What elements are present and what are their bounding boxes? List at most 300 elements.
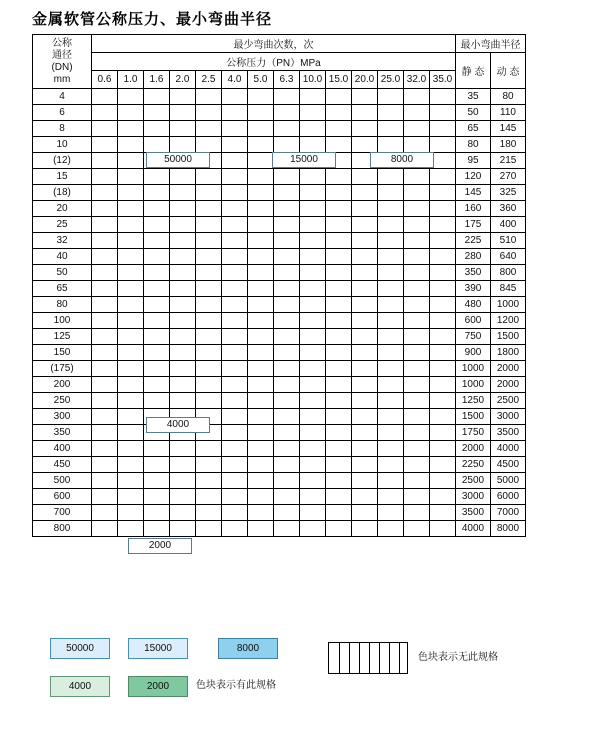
cell-spec [274,473,300,489]
cell-spec [430,377,456,393]
cell-spec [300,201,326,217]
cell-spec [378,361,404,377]
cell-dynamic-radius: 640 [491,249,526,265]
cell-spec [222,505,248,521]
cell-spec [274,217,300,233]
cell-spec [196,441,222,457]
cell-spec [248,505,274,521]
cell-spec [118,169,144,185]
overlay-label: 4000 [146,417,210,433]
cell-spec [170,361,196,377]
cell-spec [222,121,248,137]
table-row [33,137,526,153]
cell-spec [222,153,248,169]
cell-spec [248,489,274,505]
table-row [33,441,526,457]
cell-spec [92,201,118,217]
header-pressure-5.0: 5.0 [248,71,274,89]
header-pressure-25.0: 25.0 [378,71,404,89]
cell-spec [352,393,378,409]
cell-spec [378,521,404,537]
legend-swatch-8000: 8000 [218,638,278,659]
cell-spec [378,393,404,409]
cell-spec [92,473,118,489]
cell-spec [430,441,456,457]
cell-spec [92,505,118,521]
overlay-label: 50000 [146,152,210,168]
cell-spec [170,297,196,313]
cell-spec [430,233,456,249]
cell-spec [118,409,144,425]
header-pressure-10.0: 10.0 [300,71,326,89]
cell-spec [248,377,274,393]
cell-spec [430,217,456,233]
cell-spec [170,233,196,249]
table-row [33,329,526,345]
cell-spec [326,329,352,345]
cell-spec [352,169,378,185]
table-row [33,121,526,137]
cell-spec [404,137,430,153]
cell-dn: 4 [33,89,92,105]
cell-spec [300,329,326,345]
cell-spec [352,249,378,265]
cell-spec [378,281,404,297]
cell-spec [430,105,456,121]
cell-spec [222,345,248,361]
cell-static-radius: 35 [456,89,491,105]
cell-spec [378,505,404,521]
cell-static-radius: 120 [456,169,491,185]
cell-spec [430,521,456,537]
cell-spec [378,313,404,329]
header-pressure-0.6: 0.6 [92,71,118,89]
cell-spec [222,329,248,345]
cell-spec [92,489,118,505]
table-row [33,265,526,281]
cell-spec [144,361,170,377]
cell-spec [248,121,274,137]
cell-spec [274,361,300,377]
table-row [33,233,526,249]
cell-spec [430,265,456,281]
table-row [33,425,526,441]
overlay-label: 8000 [370,152,434,168]
cell-spec [196,265,222,281]
cell-dynamic-radius: 4500 [491,457,526,473]
cell-spec [248,137,274,153]
cell-spec [352,473,378,489]
cell-spec [326,281,352,297]
table-row [33,361,526,377]
cell-dynamic-radius: 7000 [491,505,526,521]
cell-dynamic-radius: 2000 [491,361,526,377]
cell-spec [326,105,352,121]
cell-spec [300,265,326,281]
cell-spec [326,521,352,537]
cell-dn: 32 [33,233,92,249]
header-pressure-32.0: 32.0 [404,71,430,89]
cell-spec [404,313,430,329]
cell-spec [326,233,352,249]
cell-spec [352,105,378,121]
cell-spec [378,457,404,473]
table-row [33,473,526,489]
cell-spec [196,233,222,249]
cell-spec [170,249,196,265]
cell-spec [118,457,144,473]
cell-spec [430,473,456,489]
cell-spec [326,473,352,489]
cell-spec [326,489,352,505]
cell-spec [430,185,456,201]
cell-static-radius: 1000 [456,361,491,377]
cell-spec [326,361,352,377]
cell-spec [118,249,144,265]
cell-spec [144,233,170,249]
cell-spec [430,169,456,185]
table-row [33,521,526,537]
cell-spec [404,281,430,297]
cell-dn: 400 [33,441,92,457]
cell-dynamic-radius: 845 [491,281,526,297]
cell-spec [326,121,352,137]
cell-spec [118,377,144,393]
cell-spec [222,217,248,233]
table-row [33,297,526,313]
cell-spec [326,265,352,281]
cell-spec [352,233,378,249]
table-row [33,393,526,409]
cell-spec [378,425,404,441]
header-dn: 公称 通径 (DN) mm [33,35,92,89]
cell-spec [248,425,274,441]
cell-spec [300,217,326,233]
cell-static-radius: 145 [456,185,491,201]
table-row [33,409,526,425]
cell-spec [248,89,274,105]
cell-spec [274,441,300,457]
cell-spec [196,473,222,489]
cell-spec [274,313,300,329]
cell-spec [274,425,300,441]
table-row [33,185,526,201]
cell-dn: 450 [33,457,92,473]
cell-spec [430,249,456,265]
cell-dn: 125 [33,329,92,345]
cell-spec [248,313,274,329]
cell-dynamic-radius: 2000 [491,377,526,393]
cell-spec [222,169,248,185]
cell-spec [248,473,274,489]
cell-dynamic-radius: 4000 [491,441,526,457]
cell-spec [300,521,326,537]
cell-dynamic-radius: 3500 [491,425,526,441]
cell-spec [196,105,222,121]
cell-spec [118,393,144,409]
cell-dynamic-radius: 2500 [491,393,526,409]
cell-spec [118,297,144,313]
cell-spec [92,377,118,393]
cell-spec [300,233,326,249]
table-row [33,249,526,265]
cell-spec [300,105,326,121]
cell-dynamic-radius: 800 [491,265,526,281]
cell-static-radius: 80 [456,137,491,153]
legend-swatch-15000: 15000 [128,638,188,659]
cell-static-radius: 65 [456,121,491,137]
cell-spec [352,121,378,137]
cell-spec [274,505,300,521]
cell-spec [222,137,248,153]
cell-spec [222,249,248,265]
cell-spec [222,521,248,537]
cell-dn: (175) [33,361,92,377]
legend-hatch-swatch [328,642,408,674]
cell-spec [222,185,248,201]
cell-spec [118,313,144,329]
cell-spec [196,249,222,265]
cell-static-radius: 3000 [456,489,491,505]
cell-spec [404,505,430,521]
cell-spec [248,457,274,473]
cell-spec [352,521,378,537]
cell-spec [144,137,170,153]
page-title: 金属软管公称压力、最小弯曲半径 [32,10,273,28]
cell-dn: 65 [33,281,92,297]
cell-spec [430,137,456,153]
cell-spec [300,361,326,377]
cell-spec [326,393,352,409]
legend-note-unavailable: 色块表示无此规格 [418,652,498,663]
cell-static-radius: 225 [456,233,491,249]
cell-spec [274,345,300,361]
cell-dn: 300 [33,409,92,425]
cell-spec [222,489,248,505]
cell-spec [404,521,430,537]
cell-spec [430,201,456,217]
cell-dn: 150 [33,345,92,361]
header-dynamic: 动 态 [491,53,526,89]
cell-spec [300,393,326,409]
cell-spec [248,409,274,425]
cell-spec [326,217,352,233]
cell-dn: 6 [33,105,92,121]
cell-dynamic-radius: 400 [491,217,526,233]
cell-spec [248,201,274,217]
cell-static-radius: 1750 [456,425,491,441]
cell-dynamic-radius: 8000 [491,521,526,537]
cell-spec [170,313,196,329]
legend-swatch-4000: 4000 [50,676,110,697]
cell-spec [352,217,378,233]
cell-spec [196,345,222,361]
header-min-radius: 最小弯曲半径 [456,35,526,53]
cell-spec [92,457,118,473]
cell-spec [430,281,456,297]
cell-static-radius: 480 [456,297,491,313]
cell-dn: 10 [33,137,92,153]
cell-dynamic-radius: 110 [491,105,526,121]
cell-spec [196,489,222,505]
cell-spec [144,345,170,361]
cell-spec [404,265,430,281]
cell-spec [300,281,326,297]
cell-spec [170,457,196,473]
table-header-row-1 [33,35,526,53]
cell-spec [144,201,170,217]
cell-spec [378,265,404,281]
cell-spec [404,489,430,505]
cell-spec [404,377,430,393]
cell-spec [404,345,430,361]
cell-spec [300,441,326,457]
cell-spec [300,425,326,441]
cell-static-radius: 2500 [456,473,491,489]
cell-spec [248,249,274,265]
cell-spec [196,377,222,393]
cell-spec [92,345,118,361]
cell-spec [248,185,274,201]
cell-spec [196,137,222,153]
cell-dynamic-radius: 1500 [491,329,526,345]
cell-spec [326,505,352,521]
cell-spec [92,521,118,537]
cell-spec [248,153,274,169]
cell-spec [92,313,118,329]
cell-spec [404,249,430,265]
cell-dynamic-radius: 5000 [491,473,526,489]
cell-spec [196,393,222,409]
cell-dynamic-radius: 3000 [491,409,526,425]
cell-spec [196,121,222,137]
header-pressure-2.5: 2.5 [196,71,222,89]
cell-spec [118,89,144,105]
cell-spec [326,185,352,201]
cell-spec [118,105,144,121]
cell-spec [378,185,404,201]
cell-spec [274,521,300,537]
cell-spec [378,249,404,265]
cell-spec [144,217,170,233]
cell-spec [404,361,430,377]
cell-spec [404,233,430,249]
cell-spec [248,521,274,537]
cell-spec [326,137,352,153]
cell-spec [170,329,196,345]
hatch-line [389,643,390,673]
table-row [33,89,526,105]
cell-spec [378,377,404,393]
legend-swatch-2000: 2000 [128,676,188,697]
cell-spec [300,505,326,521]
cell-spec [170,137,196,153]
cell-spec [170,281,196,297]
cell-spec [222,377,248,393]
cell-spec [92,185,118,201]
cell-spec [378,473,404,489]
cell-spec [222,441,248,457]
cell-spec [404,185,430,201]
cell-spec [170,265,196,281]
cell-dn: 350 [33,425,92,441]
cell-static-radius: 2000 [456,441,491,457]
cell-spec [378,297,404,313]
cell-static-radius: 95 [456,153,491,169]
cell-spec [352,329,378,345]
cell-spec [144,121,170,137]
cell-spec [326,89,352,105]
cell-spec [378,329,404,345]
table-row [33,457,526,473]
cell-spec [352,489,378,505]
header-pressure-2.0: 2.0 [170,71,196,89]
cell-spec [404,473,430,489]
cell-dn: (18) [33,185,92,201]
cell-spec [118,329,144,345]
cell-spec [170,169,196,185]
cell-spec [196,457,222,473]
cell-spec [326,313,352,329]
cell-spec [352,505,378,521]
cell-dn: 200 [33,377,92,393]
header-pressure-1.0: 1.0 [118,71,144,89]
cell-spec [196,217,222,233]
cell-spec [352,265,378,281]
cell-spec [430,457,456,473]
cell-spec [274,329,300,345]
cell-spec [222,89,248,105]
cell-spec [404,89,430,105]
cell-spec [144,313,170,329]
cell-spec [404,457,430,473]
cell-dynamic-radius: 1000 [491,297,526,313]
cell-spec [274,137,300,153]
cell-spec [118,345,144,361]
cell-spec [92,169,118,185]
cell-spec [248,361,274,377]
cell-spec [404,409,430,425]
cell-spec [430,409,456,425]
cell-spec [144,105,170,121]
cell-dn: 80 [33,297,92,313]
cell-spec [118,489,144,505]
cell-spec [196,89,222,105]
cell-spec [144,169,170,185]
cell-spec [352,457,378,473]
cell-spec [352,441,378,457]
cell-spec [378,121,404,137]
cell-spec [352,185,378,201]
cell-dn: 20 [33,201,92,217]
cell-spec [274,281,300,297]
cell-static-radius: 3500 [456,505,491,521]
cell-dynamic-radius: 6000 [491,489,526,505]
cell-spec [404,297,430,313]
header-pressure: 公称压力（PN）MPa [92,53,456,71]
cell-spec [222,105,248,121]
cell-spec [170,217,196,233]
cell-spec [300,185,326,201]
header-pressure-15.0: 15.0 [326,71,352,89]
cell-spec [404,201,430,217]
cell-static-radius: 280 [456,249,491,265]
cell-spec [248,441,274,457]
cell-dn: 8 [33,121,92,137]
table-row [33,217,526,233]
cell-spec [326,297,352,313]
cell-spec [144,521,170,537]
